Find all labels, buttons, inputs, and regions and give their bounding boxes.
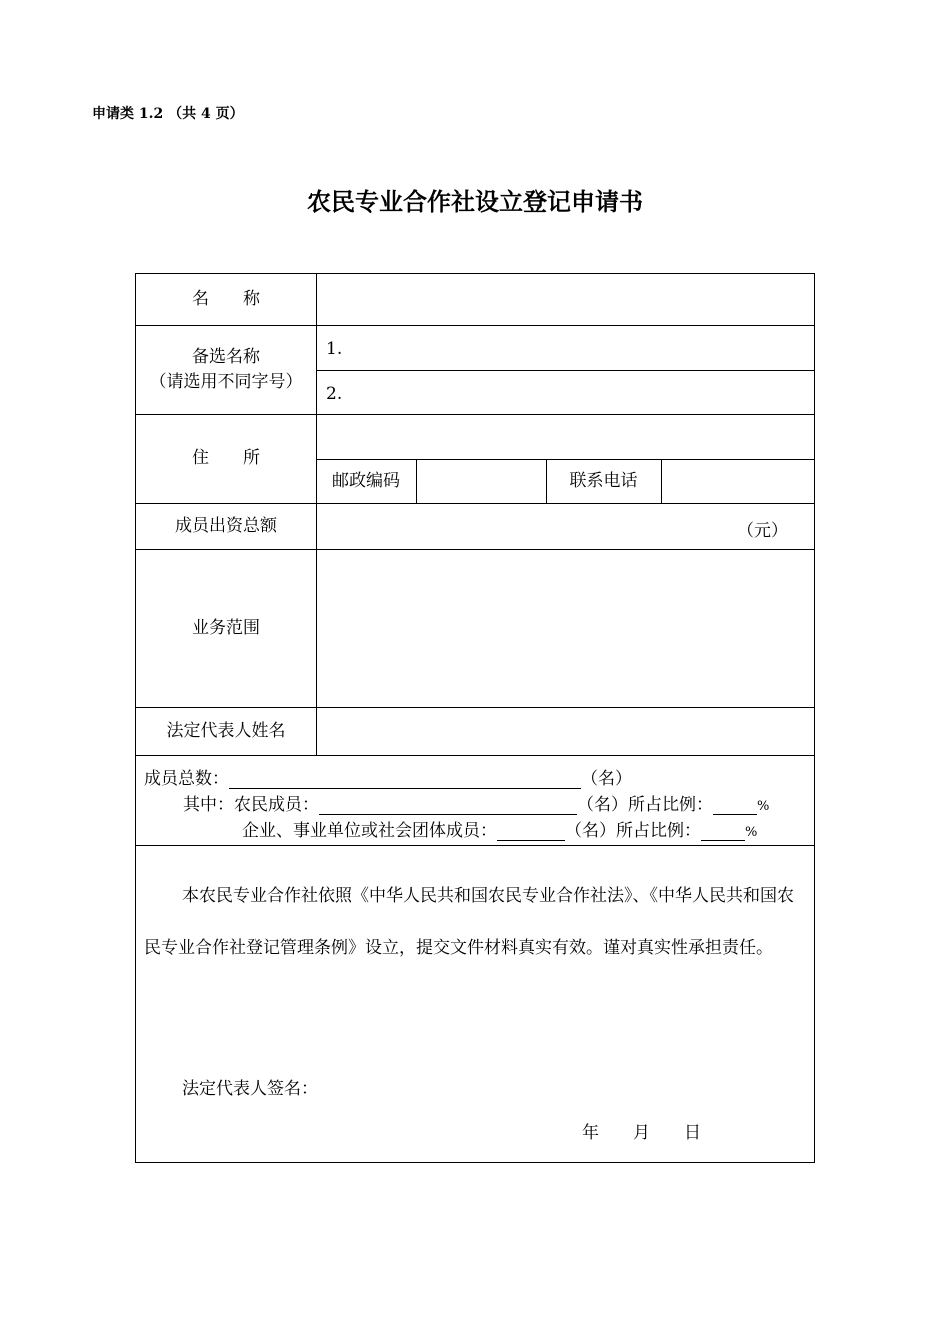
farmer-pct-blank[interactable] — [713, 796, 757, 815]
address-field[interactable] — [317, 415, 814, 459]
members-total-blank[interactable] — [229, 770, 581, 789]
org-unit: （名）所占比例： — [565, 821, 701, 841]
form-code: 申请类 1.2 （共 4 页） — [92, 106, 244, 122]
name-field[interactable] — [317, 274, 814, 325]
phone-label: 联系电话 — [569, 470, 638, 491]
signature-label: 法定代表人签名： — [182, 1079, 318, 1099]
phone-field[interactable] — [662, 460, 814, 503]
capital-label: 成员出资总额 — [175, 515, 277, 536]
members-total-unit: （名） — [581, 769, 632, 789]
alt-name-2-field[interactable]: 2. — [326, 384, 343, 404]
postal-label: 邮政编码 — [332, 470, 400, 491]
row-divider — [136, 755, 814, 756]
name-label: 名 称 — [192, 289, 260, 310]
members-farmer-line — [183, 790, 769, 815]
alt-name-1-field[interactable]: 1. — [326, 339, 343, 359]
alt-name-note: （请选用不同字号） — [149, 371, 303, 392]
alt-name-label-cell — [136, 325, 316, 414]
rep-label: 法定代表人姓名 — [166, 720, 286, 741]
declaration-text: 本农民专业合作社依照《中华人民共和国农民专业合作社法》、《中华人民共和国农民专业合作社登记管理条例》设立，提交文件材料真实有效。谨对真实性承担责任。 — [144, 886, 794, 958]
scope-field[interactable] — [317, 550, 814, 707]
members-org-line — [242, 816, 757, 841]
farmer-label: 其中：农民成员： — [183, 795, 319, 815]
org-pct-blank[interactable] — [701, 822, 745, 841]
farmer-unit: （名）所占比例： — [577, 795, 713, 815]
farmer-pct-sign: % — [757, 799, 770, 814]
alt-name-label: 备选名称 — [192, 346, 260, 367]
capital-unit: （元） — [737, 521, 788, 541]
rep-field[interactable] — [317, 708, 814, 755]
date-label: 年 月 日 — [582, 1123, 701, 1143]
row-divider — [316, 370, 814, 371]
scope-label: 业务范围 — [192, 617, 260, 638]
application-form — [135, 273, 815, 1163]
org-count-blank[interactable] — [497, 822, 565, 841]
org-label: 企业、事业单位或社会团体成员： — [242, 821, 497, 841]
address-label: 住 所 — [192, 448, 260, 469]
members-total-line — [144, 764, 632, 789]
page-title: 农民专业合作社设立登记申请书 — [307, 188, 643, 216]
row-divider — [136, 845, 814, 846]
postal-field[interactable] — [417, 460, 546, 503]
members-total-label: 成员总数： — [144, 769, 229, 789]
org-pct-sign: % — [745, 825, 758, 840]
farmer-count-blank[interactable] — [319, 796, 577, 815]
